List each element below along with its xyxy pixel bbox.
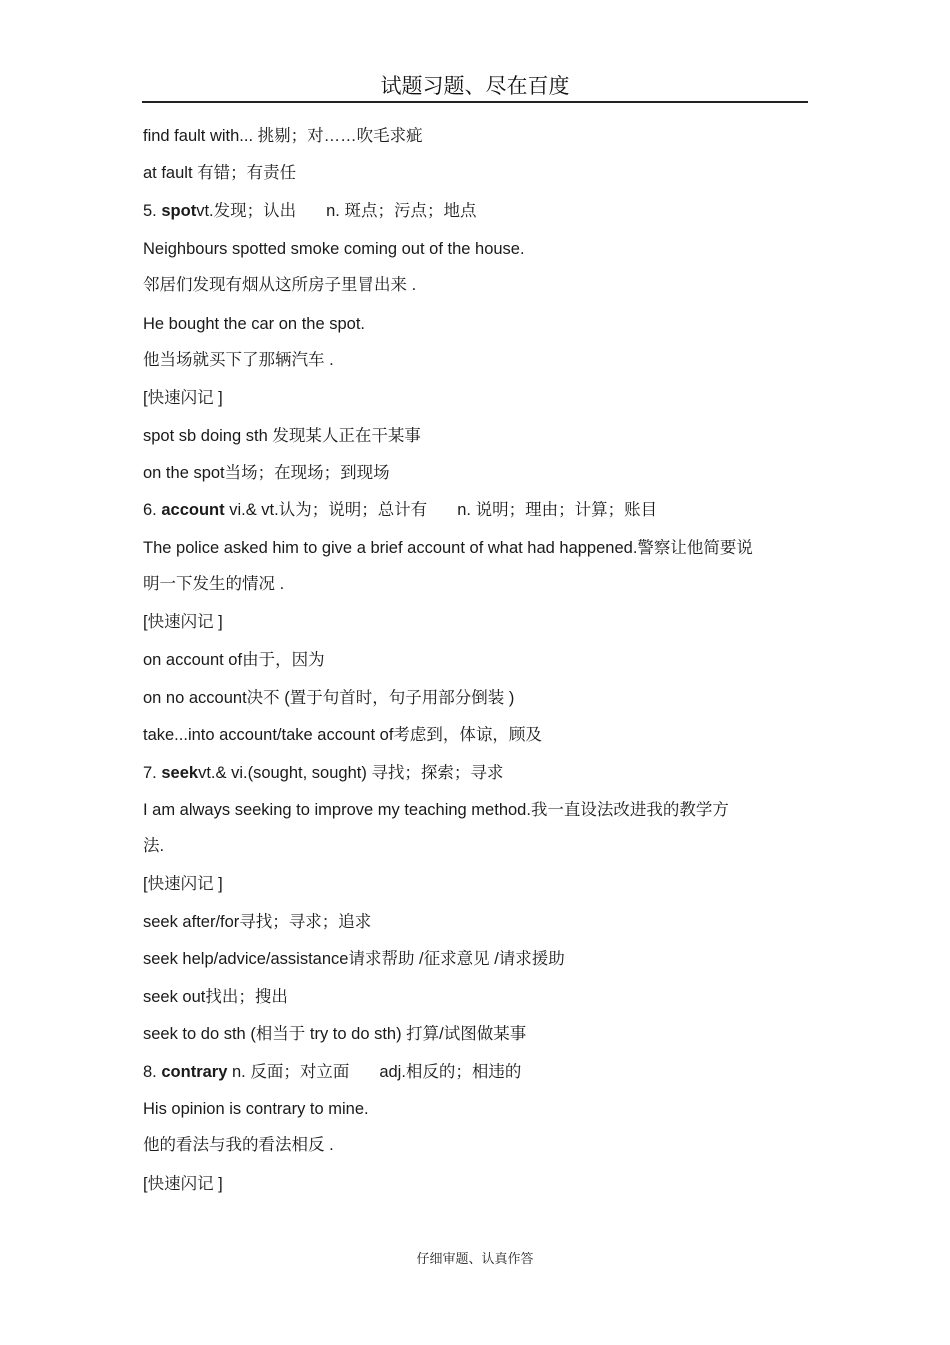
- phrase-find-fault-with: find fault with... 挑剔；对……吹毛求疵: [143, 127, 423, 145]
- entry-number: 5.: [143, 202, 162, 220]
- example-sentence: The police asked him to give a brief account of what had happened.警察让他简要说: [143, 539, 753, 557]
- quick-memo-label: [快速闪记 ]: [143, 613, 223, 631]
- entry-seek-heading: [143, 761, 503, 785]
- phrase-seek-after-for: seek after/for寻找；寻求；追求: [143, 913, 372, 931]
- entry-definition: vi.& vt.认为；说明；总计有: [224, 501, 428, 519]
- example-sentence: Neighbours spotted smoke coming out of the house.: [143, 240, 525, 258]
- phrase-take-into-account: take...into account/take account of考虑到，体谅，顾及: [143, 726, 542, 744]
- entry-account-heading: [143, 498, 657, 522]
- phrase-seek-to-do: seek to do sth (相当于 try to do sth) 打算/试图做某事: [143, 1025, 527, 1043]
- entry-number: 6.: [143, 501, 162, 519]
- example-sentence: His opinion is contrary to mine.: [143, 1100, 369, 1118]
- entry-definition: n. 说明；理由；计算；账目: [457, 501, 658, 519]
- entry-word: seek: [161, 764, 199, 782]
- entry-definition: vt.发现；认出: [196, 202, 297, 220]
- example-translation: 他的看法与我的看法相反 .: [143, 1136, 334, 1154]
- example-translation: 他当场就买下了那辆汽车 .: [143, 351, 334, 369]
- page-header-title: 试题习题、尽在百度: [380, 74, 570, 98]
- example-sentence: He bought the car on the spot.: [143, 315, 365, 333]
- phrase-on-no-account: on no account决不 (置于句首时，句子用部分倒装 ): [143, 689, 515, 707]
- phrase-on-the-spot: on the spot当场；在现场；到现场: [143, 464, 390, 482]
- quick-memo-label: [快速闪记 ]: [143, 875, 223, 893]
- phrase-seek-out: seek out找出；搜出: [143, 988, 288, 1006]
- entry-spot-heading: [143, 199, 476, 223]
- example-sentence-continued: 法.: [143, 837, 165, 855]
- entry-word: spot: [161, 202, 197, 220]
- quick-memo-label: [快速闪记 ]: [143, 389, 223, 407]
- phrase-seek-help: seek help/advice/assistance请求帮助 /征求意见 /请求援助: [143, 950, 565, 968]
- page-footer: 仔细审题、认真作答: [416, 1252, 534, 1267]
- example-translation: 明一下发生的情况 .: [143, 575, 285, 593]
- entry-number: 7.: [143, 764, 162, 782]
- entry-definition: adj.相反的；相违的: [379, 1063, 522, 1081]
- entry-definition: n. 反面；对立面: [227, 1063, 350, 1081]
- phrase-at-fault: at fault 有错；有责任: [143, 164, 297, 182]
- phrase-on-account-of: on account of由于，因为: [143, 651, 325, 669]
- entry-definition: vt.& vi.(sought, sought) 寻找；探索；寻求: [198, 764, 504, 782]
- example-sentence: I am always seeking to improve my teaching method.我一直设法改进我的教学方: [143, 801, 729, 819]
- entry-contrary-heading: [143, 1060, 521, 1084]
- header-divider: [142, 101, 808, 103]
- entry-word: account: [161, 501, 225, 519]
- phrase-spot-sb-doing: spot sb doing sth 发现某人正在干某事: [143, 427, 421, 445]
- entry-definition: n. 斑点；污点；地点: [326, 202, 477, 220]
- entry-number: 8.: [143, 1063, 162, 1081]
- entry-word: contrary: [161, 1063, 228, 1081]
- example-translation: 邻居们发现有烟从这所房子里冒出来 .: [143, 276, 417, 294]
- quick-memo-label: [快速闪记 ]: [143, 1175, 223, 1193]
